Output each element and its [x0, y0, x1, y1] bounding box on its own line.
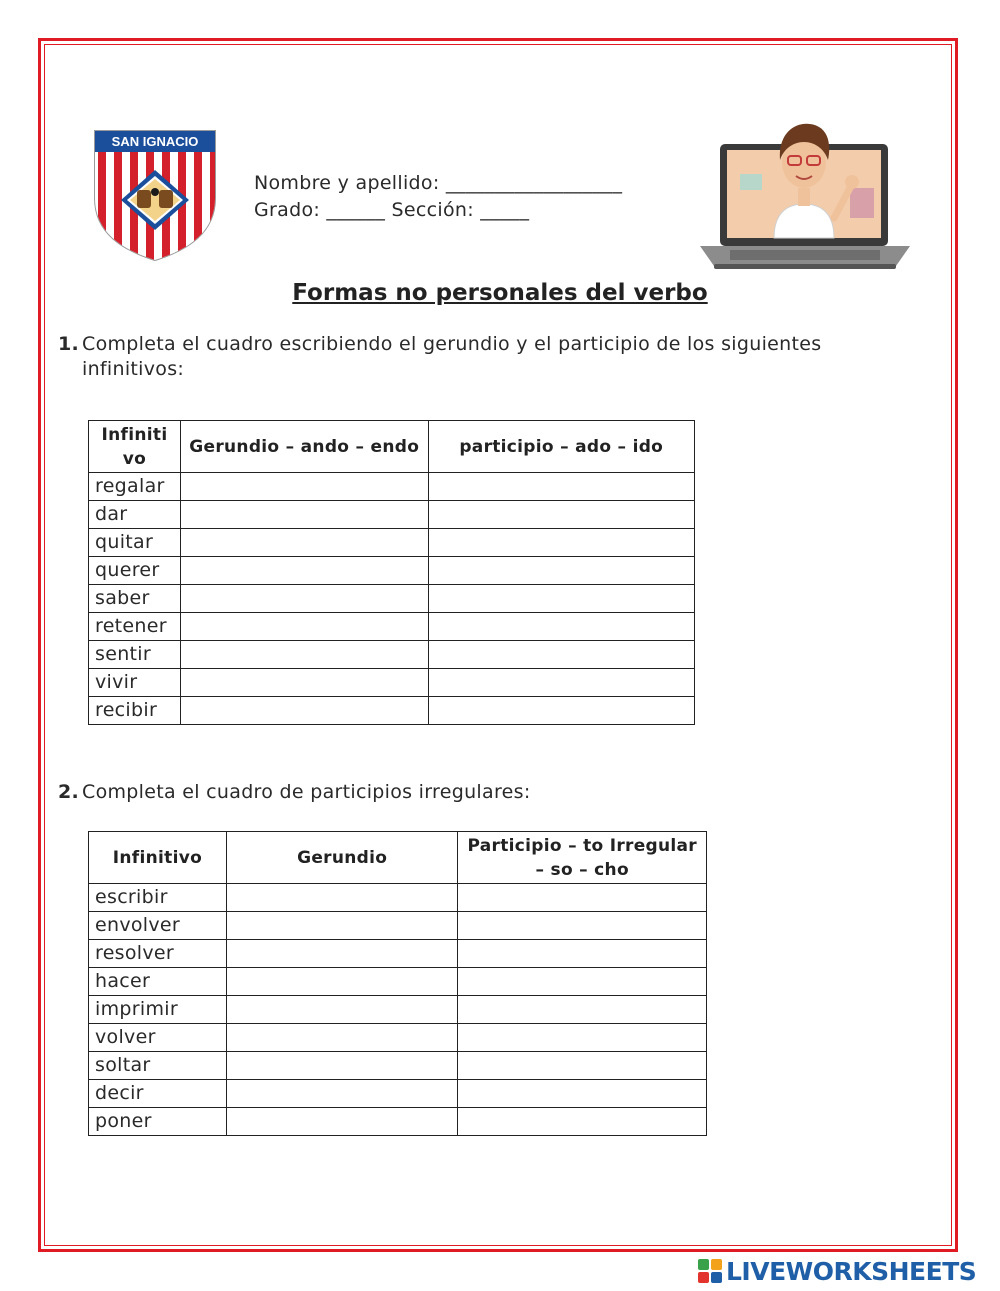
gerund-answer-cell[interactable]	[180, 501, 428, 529]
infinitive-cell: poner	[89, 1108, 227, 1136]
participle-answer-cell[interactable]	[428, 529, 695, 557]
gerund-answer-cell[interactable]	[180, 585, 428, 613]
gerund-answer-cell[interactable]	[180, 697, 428, 725]
table-row	[89, 996, 707, 1024]
participle-answer-cell[interactable]	[458, 884, 707, 912]
participle-answer-cell[interactable]	[428, 501, 695, 529]
table-row	[89, 912, 707, 940]
table-row	[89, 697, 695, 725]
participle-answer-cell[interactable]	[428, 557, 695, 585]
gerund-answer-cell[interactable]	[180, 557, 428, 585]
infinitive-cell: imprimir	[89, 996, 227, 1024]
table-row	[89, 884, 707, 912]
exercise-1-text: Completa el cuadro escribiendo el gerundio y el participio de los siguientes infinitivos:	[82, 333, 822, 380]
table-row	[89, 1024, 707, 1052]
participle-answer-cell[interactable]	[458, 1024, 707, 1052]
infinitive-cell: resolver	[89, 940, 227, 968]
table-row	[89, 1080, 707, 1108]
gerund-answer-cell[interactable]	[226, 1080, 458, 1108]
participle-answer-cell[interactable]	[428, 473, 695, 501]
school-name: SAN IGNACIO	[111, 134, 199, 149]
table-row	[89, 585, 695, 613]
infinitive-cell: querer	[89, 557, 181, 585]
header-infinitivo: Infinitivo	[89, 832, 227, 884]
participle-answer-cell[interactable]	[428, 697, 695, 725]
table-row	[89, 641, 695, 669]
irregular-participle-table	[88, 831, 707, 1136]
participle-answer-cell[interactable]	[458, 1108, 707, 1136]
infinitive-cell: envolver	[89, 912, 227, 940]
participle-answer-cell[interactable]	[458, 1080, 707, 1108]
infinitive-cell: regalar	[89, 473, 181, 501]
participle-answer-cell[interactable]	[428, 613, 695, 641]
infinitive-cell: soltar	[89, 1052, 227, 1080]
gerund-answer-cell[interactable]	[226, 912, 458, 940]
infinitive-cell: recibir	[89, 697, 181, 725]
exercise-2-instruction	[58, 780, 531, 805]
gerund-answer-cell[interactable]	[226, 940, 458, 968]
infinitive-cell: escribir	[89, 884, 227, 912]
gerund-answer-cell[interactable]	[226, 968, 458, 996]
table-row	[89, 1052, 707, 1080]
infinitive-cell: hacer	[89, 968, 227, 996]
gerund-answer-cell[interactable]	[180, 669, 428, 697]
infinitive-cell: vivir	[89, 669, 181, 697]
gerund-answer-cell[interactable]	[226, 1024, 458, 1052]
participle-answer-cell[interactable]	[458, 940, 707, 968]
gerund-answer-cell[interactable]	[226, 1052, 458, 1080]
liveworksheets-logo-icon	[698, 1259, 722, 1283]
exercise-1-instruction	[58, 332, 918, 382]
participle-answer-cell[interactable]	[458, 968, 707, 996]
participle-answer-cell[interactable]	[458, 996, 707, 1024]
header-participio: participio – ado – ido	[428, 421, 695, 473]
participle-answer-cell[interactable]	[458, 1052, 707, 1080]
gerund-answer-cell[interactable]	[180, 473, 428, 501]
exercise-1-number: 1.	[58, 333, 80, 355]
infinitive-cell: dar	[89, 501, 181, 529]
gerund-answer-cell[interactable]	[226, 996, 458, 1024]
worksheet-title: Formas no personales del verbo	[292, 280, 708, 306]
participle-answer-cell[interactable]	[428, 669, 695, 697]
grade-section-label: Grado: ______ Sección: _____	[254, 199, 530, 221]
infinitive-cell: sentir	[89, 641, 181, 669]
gerund-participle-table	[88, 420, 695, 725]
laptop-teacher-icon	[700, 118, 910, 270]
infinitive-cell: decir	[89, 1080, 227, 1108]
brand-text: LIVEWORKSHEETS	[726, 1256, 977, 1286]
infinitive-cell: volver	[89, 1024, 227, 1052]
exercise-2-text: Completa el cuadro de participios irregulares:	[82, 781, 531, 803]
student-info	[254, 170, 622, 224]
header-infinitivo: Infiniti vo	[89, 421, 181, 473]
header-participio-irregular: Participio – to Irregular – so – cho	[458, 832, 707, 884]
table-row	[89, 968, 707, 996]
participle-answer-cell[interactable]	[428, 585, 695, 613]
gerund-answer-cell[interactable]	[180, 529, 428, 557]
infinitive-cell: quitar	[89, 529, 181, 557]
gerund-answer-cell[interactable]	[180, 613, 428, 641]
table-row	[89, 501, 695, 529]
school-shield-icon	[92, 128, 218, 262]
table-row	[89, 473, 695, 501]
infinitive-cell: saber	[89, 585, 181, 613]
gerund-answer-cell[interactable]	[226, 1108, 458, 1136]
infinitive-cell: retener	[89, 613, 181, 641]
liveworksheets-brand	[698, 1256, 976, 1286]
table-row	[89, 940, 707, 968]
table-row	[89, 669, 695, 697]
table-row	[89, 1108, 707, 1136]
table-row	[89, 529, 695, 557]
table-row	[89, 613, 695, 641]
participle-answer-cell[interactable]	[428, 641, 695, 669]
header-gerundio: Gerundio – ando – endo	[180, 421, 428, 473]
header-gerundio: Gerundio	[226, 832, 458, 884]
gerund-answer-cell[interactable]	[180, 641, 428, 669]
exercise-2-number: 2.	[58, 781, 80, 803]
table-row	[89, 557, 695, 585]
participle-answer-cell[interactable]	[458, 912, 707, 940]
name-field-label: Nombre y apellido: __________________	[254, 172, 623, 194]
gerund-answer-cell[interactable]	[226, 884, 458, 912]
